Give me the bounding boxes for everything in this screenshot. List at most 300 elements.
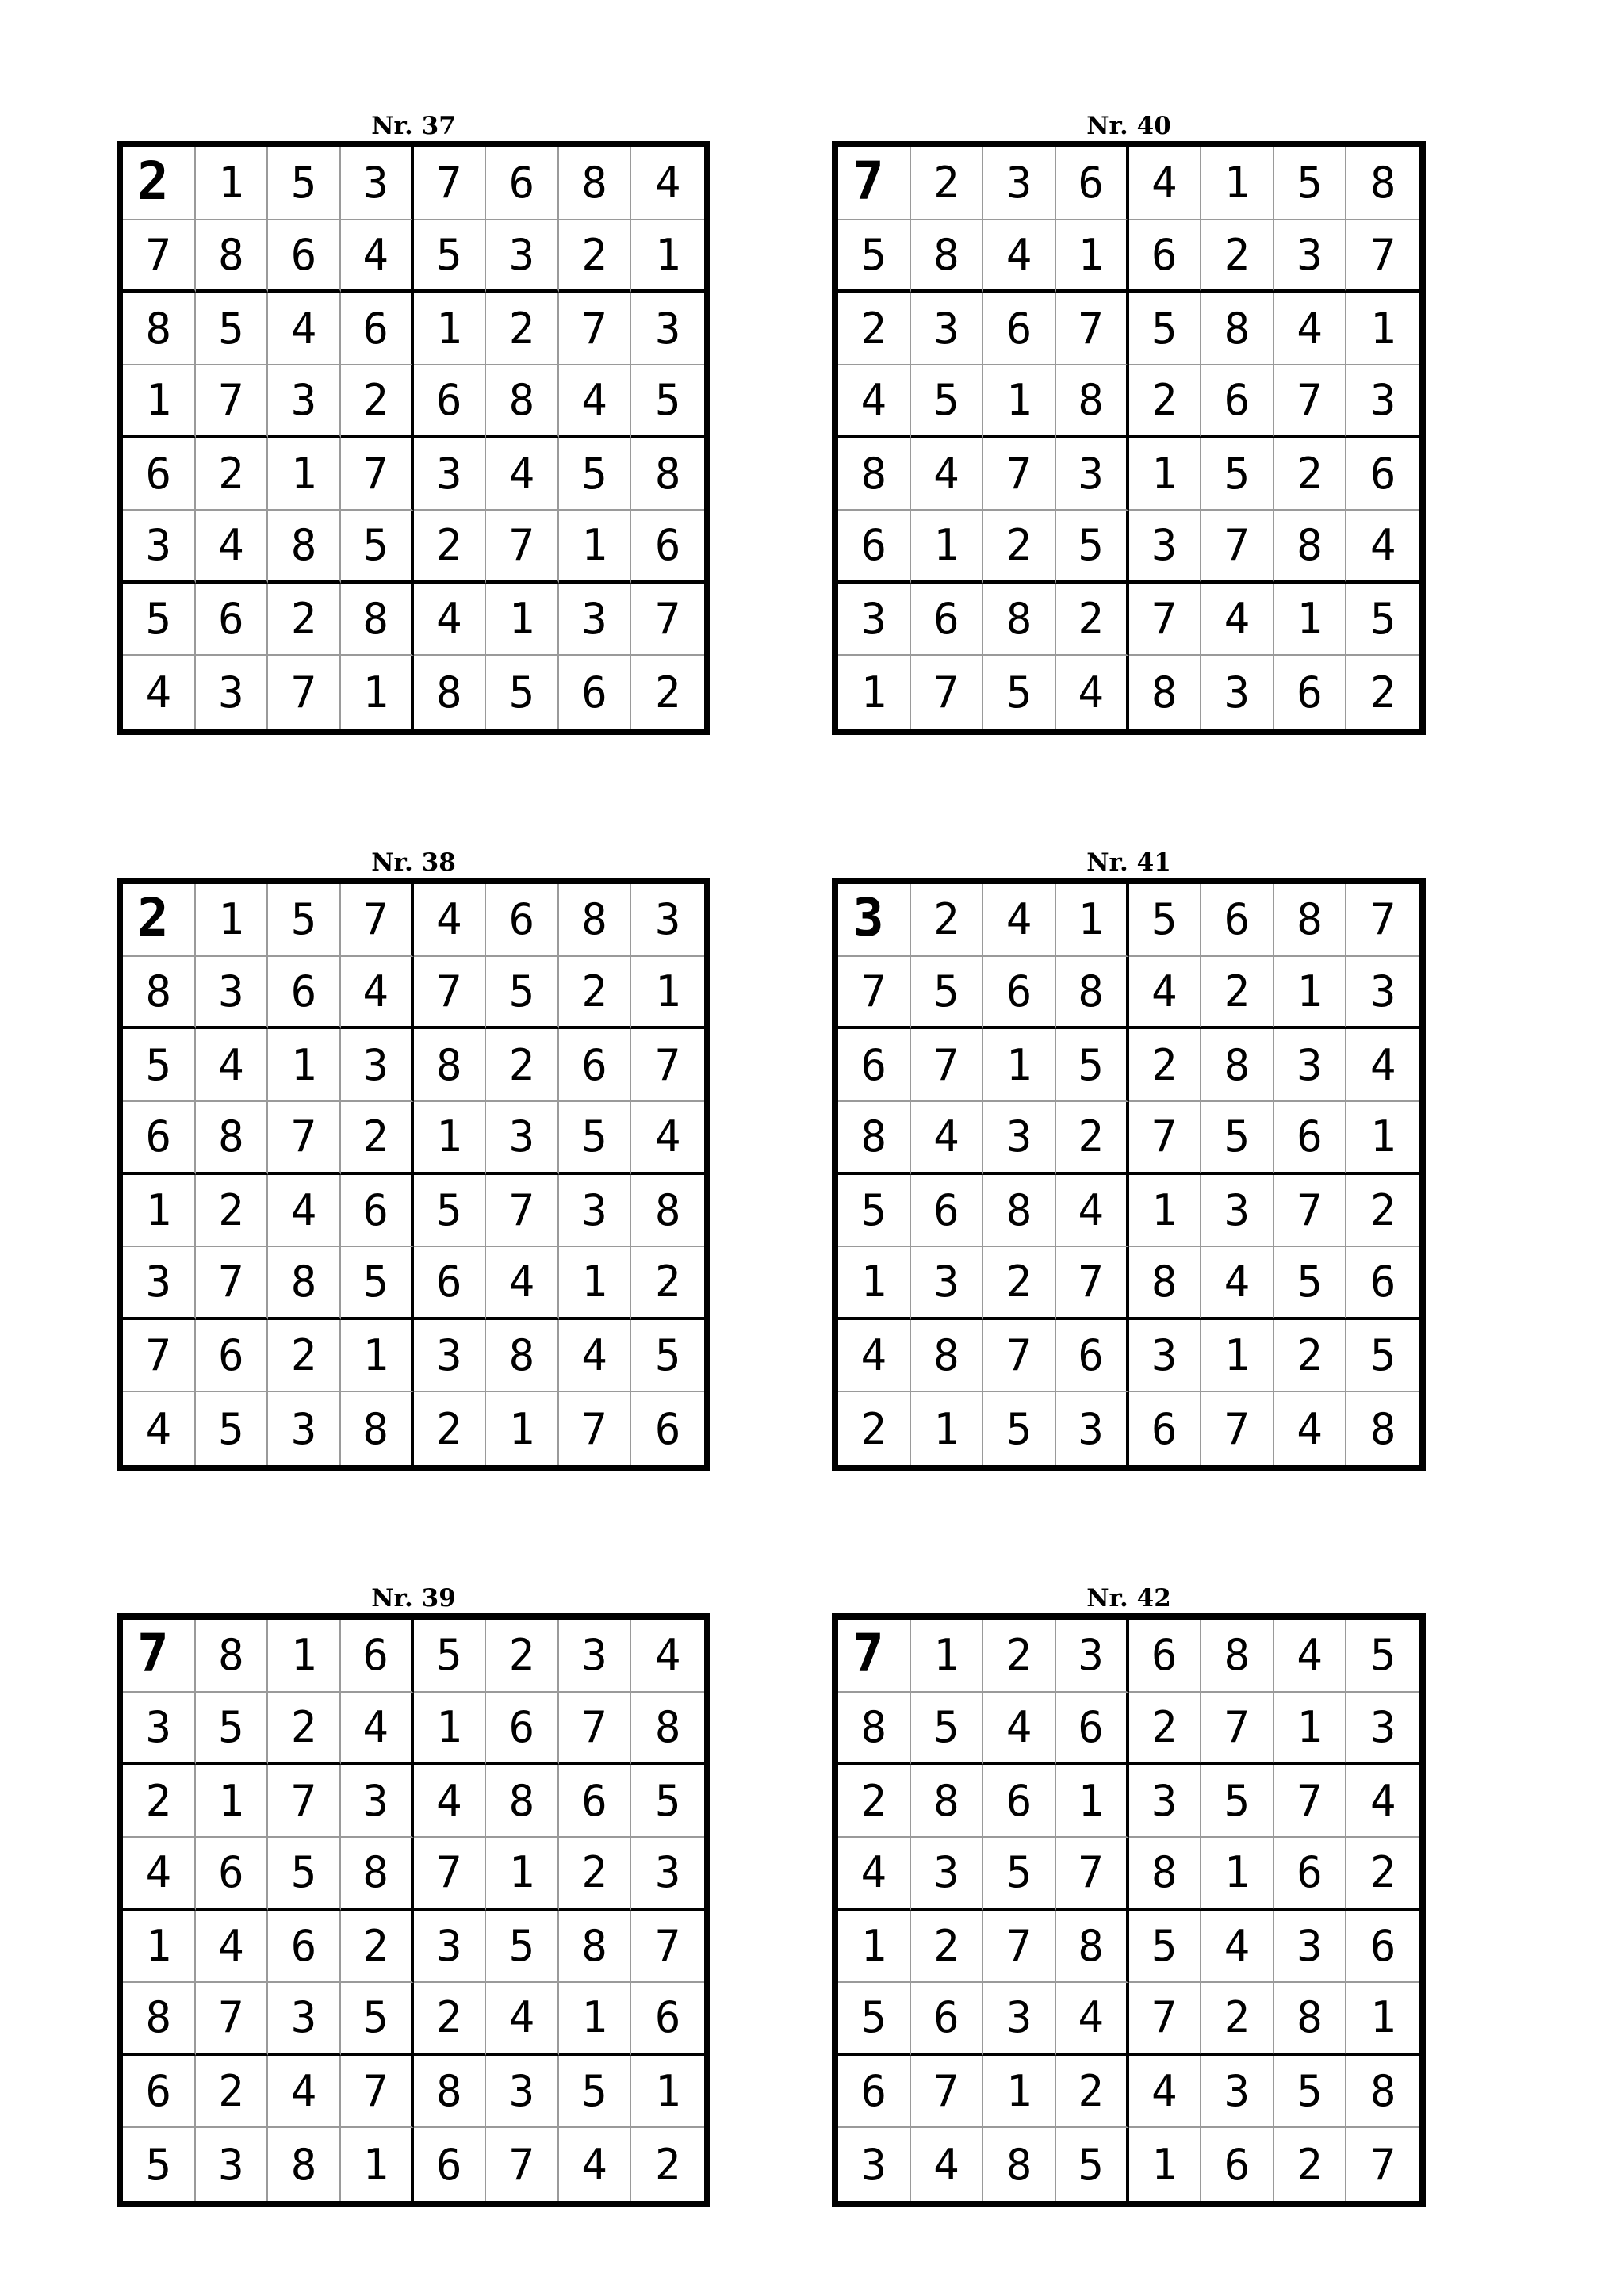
grid-cell: 3 — [631, 1838, 704, 1911]
grid-cell: 1 — [123, 365, 196, 438]
grid-cell: 6 — [911, 584, 984, 656]
grid-cell: 6 — [1346, 1247, 1419, 1320]
grid-cell: 7 — [631, 1029, 704, 1102]
grid-cell: 1 — [486, 1392, 559, 1465]
grid-cell: 7 — [1056, 1247, 1129, 1320]
grid-cell: 3 — [268, 1983, 341, 2056]
grid-cell: 4 — [414, 884, 487, 957]
grid-cell: 3 — [196, 656, 269, 729]
grid-cell: 5 — [631, 1320, 704, 1393]
grid-cell: 1 — [559, 1983, 632, 2056]
grid-cell: 4 — [1346, 1765, 1419, 1838]
grid-cell: 2 — [1056, 584, 1129, 656]
grid-cell: 1 — [268, 1620, 341, 1693]
grid-cell: 5 — [196, 293, 269, 365]
grid-cell: 6 — [983, 293, 1056, 365]
grid-cell: 2 — [983, 1247, 1056, 1320]
grid-cell: 6 — [1056, 1320, 1129, 1393]
grid-cell: 7 — [983, 438, 1056, 511]
grid-cell: 4 — [838, 1838, 911, 1911]
grid-cell: 8 — [123, 293, 196, 365]
grid-cell: 8 — [486, 1320, 559, 1393]
grid-cell: 5 — [414, 1620, 487, 1693]
grid-cell: 5 — [983, 656, 1056, 729]
grid-cell: 4 — [1346, 1029, 1419, 1102]
grid-cell: 3 — [123, 1693, 196, 1766]
grid-cell: 1 — [486, 1838, 559, 1911]
grid-cell: 2 — [559, 957, 632, 1030]
grid-cell: 1 — [123, 1175, 196, 1248]
grid-cell: 5 — [1346, 584, 1419, 656]
grid-cell: 2 — [268, 1693, 341, 1766]
grid-cell: 5 — [911, 1693, 984, 1766]
grid-cell: 4 — [196, 1911, 269, 1984]
grid-cell: 2 — [559, 220, 632, 293]
grid-cell: 3 — [1056, 1620, 1129, 1693]
grid-cell: 1 — [983, 365, 1056, 438]
grid-cell: 1 — [341, 656, 414, 729]
grid-cell: 2 — [486, 1620, 559, 1693]
grid-cell: 4 — [486, 438, 559, 511]
grid-cell: 4 — [123, 1392, 196, 1465]
grid-cell: 4 — [1274, 293, 1347, 365]
grid-cell: 6 — [838, 2056, 911, 2129]
grid-cell: 8 — [838, 438, 911, 511]
grid-cell: 2 — [196, 2056, 269, 2129]
given-cell: 2 — [123, 884, 196, 957]
grid-cell: 3 — [268, 1392, 341, 1465]
grid-cell: 8 — [559, 1911, 632, 1984]
grid-cell: 8 — [486, 365, 559, 438]
grid-cell: 1 — [341, 1320, 414, 1393]
grid-cell: 5 — [1346, 1620, 1419, 1693]
grid-cell: 5 — [911, 957, 984, 1030]
grid-cell: 5 — [196, 1392, 269, 1465]
grid-cell: 3 — [1129, 1765, 1202, 1838]
grid-cell: 1 — [1346, 1983, 1419, 2056]
grid-cell: 8 — [983, 1175, 1056, 1248]
grid-cell: 6 — [1346, 438, 1419, 511]
grid-cell: 7 — [911, 1029, 984, 1102]
grid-cell: 7 — [268, 1765, 341, 1838]
grid-cell: 8 — [268, 2128, 341, 2201]
sudoku-grid — [832, 1613, 1426, 2207]
grid-cell: 4 — [1201, 1247, 1274, 1320]
grid-cell: 4 — [983, 1693, 1056, 1766]
grid-cell: 1 — [196, 1765, 269, 1838]
grid-cell: 5 — [341, 511, 414, 584]
grid-cell: 8 — [631, 1693, 704, 1766]
grid-cell: 1 — [911, 1392, 984, 1465]
grid-cell: 6 — [341, 1175, 414, 1248]
grid-cell: 6 — [414, 2128, 487, 2201]
grid-cell: 8 — [414, 1029, 487, 1102]
sudoku-grid — [117, 1613, 710, 2207]
grid-cell: 6 — [559, 656, 632, 729]
grid-cell: 7 — [631, 584, 704, 656]
grid-cell: 7 — [559, 293, 632, 365]
grid-cell: 5 — [559, 2056, 632, 2129]
grid-cell: 3 — [341, 1029, 414, 1102]
grid-cell: 7 — [559, 1392, 632, 1465]
grid-cell: 2 — [838, 1392, 911, 1465]
grid-cell: 3 — [1201, 656, 1274, 729]
grid-cell: 7 — [1056, 293, 1129, 365]
grid-cell: 7 — [414, 957, 487, 1030]
grid-cell: 3 — [1129, 511, 1202, 584]
grid-cell: 4 — [341, 1693, 414, 1766]
grid-cell: 8 — [414, 656, 487, 729]
grid-cell: 7 — [911, 656, 984, 729]
grid-cell: 6 — [196, 1320, 269, 1393]
grid-cell: 6 — [911, 1175, 984, 1248]
grid-cell: 2 — [341, 1102, 414, 1175]
grid-cell: 1 — [123, 1911, 196, 1984]
grid-cell: 3 — [983, 1983, 1056, 2056]
grid-cell: 3 — [341, 147, 414, 220]
grid-cell: 1 — [1056, 884, 1129, 957]
given-cell: 7 — [838, 147, 911, 220]
grid-cell: 8 — [559, 147, 632, 220]
grid-cell: 8 — [1056, 957, 1129, 1030]
grid-cell: 3 — [983, 1102, 1056, 1175]
grid-cell: 1 — [1346, 293, 1419, 365]
grid-cell: 2 — [486, 293, 559, 365]
grid-cell: 5 — [983, 1838, 1056, 1911]
grid-cell: 7 — [838, 957, 911, 1030]
sudoku-grid — [832, 141, 1426, 735]
grid-cell: 5 — [341, 1983, 414, 2056]
grid-cell: 7 — [1346, 884, 1419, 957]
grid-cell: 5 — [196, 1693, 269, 1766]
grid-cell: 8 — [1201, 1620, 1274, 1693]
grid-cell: 7 — [1274, 1765, 1347, 1838]
grid-cell: 1 — [983, 1029, 1056, 1102]
grid-cell: 4 — [123, 1838, 196, 1911]
grid-cell: 6 — [631, 1983, 704, 2056]
grid-cell: 2 — [838, 1765, 911, 1838]
grid-cell: 3 — [1274, 220, 1347, 293]
grid-cell: 3 — [1346, 1693, 1419, 1766]
grid-cell: 2 — [1369, 667, 1396, 718]
grid-cell: 2 — [911, 147, 984, 220]
grid-cell: 5 — [838, 1983, 911, 2056]
grid-cell: 7 — [1201, 511, 1274, 584]
sudoku-grid — [117, 141, 710, 735]
grid-cell: 7 — [196, 1247, 269, 1320]
grid-cell: 6 — [414, 365, 487, 438]
grid-cell: 3 — [1346, 365, 1419, 438]
grid-cell: 7 — [414, 147, 487, 220]
grid-cell: 6 — [1274, 1102, 1347, 1175]
grid-cell: 5 — [414, 220, 487, 293]
grid-cell: 1 — [196, 884, 269, 957]
grid-cell: 8 — [268, 1247, 341, 1320]
grid-cell: 5 — [631, 1765, 704, 1838]
grid-cell: 5 — [1129, 293, 1202, 365]
given-cell: 2 — [123, 147, 196, 220]
grid-cell: 6 — [268, 220, 341, 293]
grid-cell: 6 — [1056, 1693, 1129, 1766]
grid-cell: 8 — [983, 584, 1056, 656]
grid-cell: 8 — [1056, 1911, 1129, 1984]
grid-cell: 3 — [1129, 1320, 1202, 1393]
grid-cell: 4 — [1129, 2056, 1202, 2129]
grid-cell: 2 — [1056, 1102, 1129, 1175]
grid-cell: 8 — [123, 1983, 196, 2056]
grid-cell: 1 — [268, 438, 341, 511]
grid-cell: 6 — [838, 511, 911, 584]
grid-cell: 1 — [1201, 1320, 1274, 1393]
grid-cell: 4 — [414, 1765, 487, 1838]
grid-cell: 8 — [559, 884, 632, 957]
grid-cell: 3 — [196, 2128, 269, 2201]
puzzle-title: Nr. 41 — [1086, 848, 1171, 877]
grid-cell: 3 — [559, 584, 632, 656]
sudoku-grid — [832, 878, 1426, 1471]
grid-cell: 2 — [1274, 1320, 1347, 1393]
grid-cell: 4 — [341, 220, 414, 293]
grid-cell: 2 — [341, 1911, 414, 1984]
grid-cell: 6 — [1056, 147, 1129, 220]
grid-cell: 1 — [414, 1693, 487, 1766]
grid-cell: 7 — [1274, 365, 1347, 438]
grid-cell: 4 — [838, 365, 911, 438]
grid-cell: 8 — [1346, 2056, 1419, 2129]
grid-cell: 8 — [838, 1102, 911, 1175]
puzzle-title: Nr. 39 — [371, 1584, 456, 1613]
grid-cell: 2 — [654, 2139, 681, 2190]
puzzle-title: Nr. 42 — [1086, 1584, 1171, 1613]
grid-cell: 1 — [414, 293, 487, 365]
grid-cell: 8 — [631, 438, 704, 511]
grid-cell: 4 — [983, 884, 1056, 957]
grid-cell: 5 — [1056, 511, 1129, 584]
grid-cell: 2 — [1129, 365, 1202, 438]
grid-cell: 5 — [1274, 2056, 1347, 2129]
grid-cell: 1 — [559, 511, 632, 584]
grid-cell: 2 — [1056, 2056, 1129, 2129]
grid-cell: 4 — [559, 1320, 632, 1393]
grid-cell: 4 — [268, 2056, 341, 2129]
grid-cell: 5 — [1346, 1320, 1419, 1393]
grid-cell: 7 — [341, 2056, 414, 2129]
grid-cell: 4 — [631, 147, 704, 220]
grid-cell: 2 — [414, 1983, 487, 2056]
grid-cell: 7 — [1274, 1175, 1347, 1248]
grid-cell: 5 — [1201, 438, 1274, 511]
grid-cell: 7 — [486, 511, 559, 584]
grid-cell: 6 — [983, 1765, 1056, 1838]
grid-cell: 4 — [838, 1320, 911, 1393]
grid-cell: 8 — [341, 1392, 414, 1465]
grid-cell: 4 — [123, 656, 196, 729]
grid-cell: 5 — [1274, 1247, 1347, 1320]
grid-cell: 4 — [1274, 1392, 1347, 1465]
grid-cell: 8 — [268, 511, 341, 584]
grid-cell: 1 — [1346, 1102, 1419, 1175]
grid-cell: 1 — [911, 1620, 984, 1693]
grid-cell: 8 — [486, 1765, 559, 1838]
grid-cell: 6 — [838, 1029, 911, 1102]
grid-cell: 1 — [559, 1247, 632, 1320]
grid-cell: 4 — [341, 957, 414, 1030]
grid-cell: 1 — [1056, 220, 1129, 293]
grid-cell: 5 — [1129, 884, 1202, 957]
grid-cell: 6 — [1129, 220, 1202, 293]
grid-cell: 4 — [1056, 1983, 1129, 2056]
grid-cell: 5 — [1201, 1102, 1274, 1175]
grid-cell: 2 — [268, 584, 341, 656]
grid-cell: 6 — [1201, 365, 1274, 438]
grid-cell: 7 — [1056, 1838, 1129, 1911]
grid-cell: 6 — [1274, 656, 1347, 729]
grid-cell: 7 — [341, 438, 414, 511]
grid-cell: 7 — [196, 1983, 269, 2056]
grid-cell: 1 — [1274, 1693, 1347, 1766]
grid-cell: 3 — [414, 438, 487, 511]
grid-cell: 7 — [414, 1838, 487, 1911]
grid-cell: 6 — [123, 1102, 196, 1175]
grid-cell: 7 — [123, 220, 196, 293]
grid-cell: 5 — [414, 1175, 487, 1248]
grid-cell: 4 — [1129, 957, 1202, 1030]
grid-cell: 8 — [911, 220, 984, 293]
grid-cell: 3 — [196, 957, 269, 1030]
grid-cell: 6 — [911, 1983, 984, 2056]
grid-cell: 4 — [196, 1029, 269, 1102]
grid-cell: 7 — [559, 1693, 632, 1766]
grid-cell: 7 — [983, 1911, 1056, 1984]
grid-cell: 6 — [268, 1911, 341, 1984]
grid-cell: 3 — [1274, 1911, 1347, 1984]
grid-cell: 1 — [838, 656, 911, 729]
grid-cell: 8 — [341, 584, 414, 656]
grid-cell: 2 — [1201, 957, 1274, 1030]
grid-cell: 5 — [1129, 1911, 1202, 1984]
grid-cell: 4 — [1056, 656, 1129, 729]
grid-cell: 2 — [911, 1911, 984, 1984]
grid-cell: 1 — [341, 2128, 414, 2201]
grid-cell: 3 — [414, 1911, 487, 1984]
grid-cell: 5 — [911, 365, 984, 438]
grid-cell: 4 — [268, 293, 341, 365]
grid-cell: 2 — [486, 1029, 559, 1102]
grid-cell: 6 — [486, 147, 559, 220]
grid-cell: 4 — [486, 1983, 559, 2056]
grid-cell: 8 — [196, 220, 269, 293]
grid-cell: 8 — [414, 2056, 487, 2129]
grid-cell: 5 — [631, 365, 704, 438]
grid-cell: 1 — [1129, 1175, 1202, 1248]
grid-cell: 3 — [838, 584, 911, 656]
grid-cell: 3 — [1056, 438, 1129, 511]
grid-cell: 5 — [838, 220, 911, 293]
grid-cell: 8 — [341, 1838, 414, 1911]
grid-cell: 3 — [911, 293, 984, 365]
grid-cell: 5 — [268, 1838, 341, 1911]
grid-cell: 3 — [123, 511, 196, 584]
grid-cell: 8 — [1056, 365, 1129, 438]
grid-cell: 7 — [486, 1175, 559, 1248]
grid-cell: 6 — [1274, 1838, 1347, 1911]
grid-cell: 3 — [631, 293, 704, 365]
grid-cell: 1 — [911, 511, 984, 584]
grid-cell: 8 — [196, 1102, 269, 1175]
grid-cell: 5 — [123, 1029, 196, 1102]
grid-cell: 4 — [1056, 1175, 1129, 1248]
grid-cell: 1 — [983, 2056, 1056, 2129]
grid-cell: 2 — [341, 365, 414, 438]
grid-cell: 7 — [1201, 1693, 1274, 1766]
grid-cell: 3 — [123, 1247, 196, 1320]
grid-cell: 6 — [559, 1029, 632, 1102]
grid-cell: 3 — [1274, 1029, 1347, 1102]
puzzle-title: Nr. 38 — [371, 848, 456, 877]
grid-cell: 7 — [983, 1320, 1056, 1393]
grid-cell: 5 — [268, 884, 341, 957]
grid-cell: 5 — [123, 2128, 196, 2201]
grid-cell: 6 — [1201, 884, 1274, 957]
grid-cell: 2 — [268, 1320, 341, 1393]
grid-cell: 7 — [1201, 1392, 1274, 1465]
grid-cell: 7 — [631, 1911, 704, 1984]
grid-cell: 5 — [838, 1175, 911, 1248]
grid-cell: 2 — [838, 293, 911, 365]
grid-cell: 3 — [268, 365, 341, 438]
grid-cell: 1 — [1274, 957, 1347, 1030]
grid-cell: 7 — [911, 2056, 984, 2129]
given-cell: 3 — [838, 884, 911, 957]
grid-cell: 2 — [196, 438, 269, 511]
grid-cell: 2 — [983, 1620, 1056, 1693]
grid-cell: 6 — [196, 584, 269, 656]
grid-cell: 4 — [911, 1102, 984, 1175]
grid-cell: 5 — [1056, 1029, 1129, 1102]
grid-cell: 4 — [631, 1102, 704, 1175]
grid-cell: 5 — [1274, 147, 1347, 220]
grid-cell: 2 — [559, 1838, 632, 1911]
grid-cell: 5 — [268, 147, 341, 220]
grid-cell: 8 — [1201, 1029, 1274, 1102]
grid-cell: 6 — [123, 2056, 196, 2129]
grid-cell: 3 — [486, 2056, 559, 2129]
grid-cell: 7 — [268, 1102, 341, 1175]
grid-cell: 5 — [486, 1911, 559, 1984]
grid-cell: 2 — [631, 1247, 704, 1320]
grid-cell: 8 — [911, 1320, 984, 1393]
grid-cell: 8 — [631, 1175, 704, 1248]
grid-cell: 1 — [268, 1029, 341, 1102]
grid-cell: 3 — [911, 1838, 984, 1911]
grid-cell: 3 — [341, 1765, 414, 1838]
grid-cell: 1 — [1129, 438, 1202, 511]
grid-cell: 6 — [1129, 1620, 1202, 1693]
grid-cell: 7 — [341, 884, 414, 957]
grid-cell: 6 — [268, 957, 341, 1030]
grid-cell: 7 — [268, 656, 341, 729]
grid-cell: 6 — [196, 1838, 269, 1911]
given-cell: 7 — [838, 1620, 911, 1693]
puzzle-title: Nr. 40 — [1086, 112, 1171, 140]
grid-cell: 6 — [559, 1765, 632, 1838]
grid-cell: 6 — [486, 884, 559, 957]
grid-cell: 8 — [196, 1620, 269, 1693]
grid-cell: 1 — [838, 1247, 911, 1320]
grid-cell: 6 — [341, 293, 414, 365]
grid-cell: 2 — [1201, 220, 1274, 293]
grid-cell: 6 — [654, 1403, 681, 1454]
